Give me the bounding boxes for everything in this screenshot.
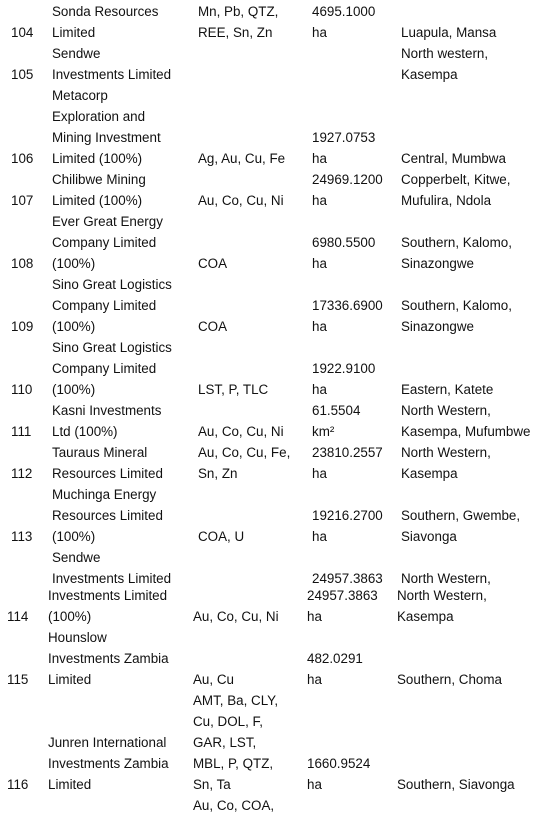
location-cell: Kasempa, Mufumbwe [401, 424, 531, 439]
location-cell: Kasempa [401, 466, 458, 481]
commodities-cell: AMT, Ba, CLY, [193, 693, 279, 708]
location-cell: North western, [401, 46, 489, 61]
commodities-cell: MBL, P, QTZ, [193, 756, 274, 771]
area-unit-cell: ha [312, 193, 327, 208]
row-number: 108 [11, 256, 34, 271]
commodities-cell: Sn, Zn [198, 466, 238, 481]
commodities-cell: Ag, Au, Cu, Fe [198, 151, 286, 166]
company-cell: Junren International [48, 735, 167, 750]
area-cell: 6980.5500 [312, 235, 376, 250]
row-number: 113 [11, 529, 33, 544]
area-unit-cell: ha [312, 256, 327, 271]
company-cell: Limited (100%) [52, 193, 143, 208]
area-cell: 19216.2700 [312, 508, 383, 523]
commodities-cell: Au, Co, Cu, Fe, [198, 445, 291, 460]
location-cell: Mufulira, Ndola [401, 193, 492, 208]
company-cell: Resources Limited [52, 466, 163, 481]
row-number: 112 [11, 466, 33, 481]
company-cell: Limited [48, 672, 92, 687]
area-cell: 1660.9524 [307, 756, 371, 771]
commodities-cell: COA [198, 256, 228, 271]
company-cell: Chilibwe Mining [52, 172, 146, 187]
company-cell: Investments Zambia [48, 756, 169, 771]
company-cell: Mining Investment [52, 130, 161, 145]
company-cell: Investments Limited [52, 67, 172, 82]
location-cell: Kasempa [397, 609, 454, 624]
row-number: 116 [7, 777, 29, 792]
area-unit-cell: ha [312, 151, 327, 166]
company-cell: Limited (100%) [52, 151, 143, 166]
company-cell: Ever Great Energy [52, 214, 163, 229]
commodities-cell: Au, Co, Cu, Ni [193, 609, 279, 624]
location-cell: Sinazongwe [401, 319, 474, 334]
company-cell: Investments Limited [48, 588, 168, 603]
company-cell: Investments Limited [52, 571, 172, 586]
row-number: 106 [11, 151, 34, 166]
company-cell: Investments Zambia [48, 651, 169, 666]
location-cell: Eastern, Katete [401, 382, 494, 397]
commodities-cell: REE, Sn, Zn [198, 25, 273, 40]
commodities-cell: Mn, Pb, QTZ, [198, 4, 279, 19]
company-cell: Sino Great Logistics [52, 277, 172, 292]
row-number: 110 [11, 382, 33, 397]
company-cell: (100%) [52, 319, 96, 334]
location-cell: Central, Mumbwa [401, 151, 506, 166]
commodities-cell: Sn, Ta [193, 777, 231, 792]
company-cell: (100%) [52, 256, 96, 271]
commodities-cell: LST, P, TLC [198, 382, 269, 397]
area-unit-cell: ha [312, 319, 327, 334]
location-cell: Southern, Siavonga [397, 777, 515, 792]
area-unit-cell: ha [312, 25, 327, 40]
location-cell: Siavonga [401, 529, 457, 544]
area-unit-cell: ha [307, 777, 322, 792]
area-unit-cell: ha [312, 529, 327, 544]
location-cell: Southern, Choma [397, 672, 502, 687]
area-cell: 24957.3863 [312, 571, 383, 586]
company-cell: Sendwe [52, 550, 101, 565]
area-cell: 482.0291 [307, 651, 363, 666]
row-number: 111 [11, 424, 32, 439]
location-cell: Sinazongwe [401, 256, 474, 271]
area-unit-cell: ha [312, 466, 327, 481]
company-cell: Company Limited [52, 361, 157, 376]
commodities-cell: COA, U [198, 529, 245, 544]
commodities-cell: Au, Co, Cu, Ni [198, 193, 284, 208]
company-cell: Sino Great Logistics [52, 340, 172, 355]
company-cell: Company Limited [52, 235, 157, 250]
row-number: 105 [11, 67, 34, 82]
company-cell: Hounslow [48, 630, 107, 645]
area-cell: 24957.3863 [307, 588, 378, 603]
row-number: 114 [7, 609, 29, 624]
area-unit-cell: ha [307, 672, 322, 687]
company-cell: Ltd (100%) [52, 424, 118, 439]
location-cell: North Western, [401, 571, 491, 586]
company-cell: Resources Limited [52, 508, 163, 523]
area-cell: 61.5504 [312, 403, 361, 418]
company-cell: Limited [52, 25, 96, 40]
area-cell: 1927.0753 [312, 130, 376, 145]
company-cell: (100%) [52, 382, 96, 397]
location-cell: Luapula, Mansa [401, 25, 497, 40]
commodities-cell: Cu, DOL, F, [193, 714, 263, 729]
area-cell: 24969.1200 [312, 172, 383, 187]
commodities-cell: Au, Co, Cu, Ni [198, 424, 284, 439]
area-unit-cell: km² [312, 424, 335, 439]
area-cell: 23810.2557 [312, 445, 383, 460]
company-cell: (100%) [48, 609, 92, 624]
area-unit-cell: ha [312, 382, 327, 397]
location-cell: Southern, Kalomo, [401, 235, 512, 250]
company-cell: Sendwe [52, 46, 101, 61]
company-cell: Kasni Investments [52, 403, 162, 418]
area-cell: 1922.9100 [312, 361, 376, 376]
company-cell: Tauraus Mineral [52, 445, 148, 460]
location-cell: Copperbelt, Kitwe, [401, 172, 511, 187]
company-cell: Metacorp [52, 88, 108, 103]
company-cell: Muchinga Energy [52, 487, 157, 502]
company-cell: Company Limited [52, 298, 157, 313]
row-number: 107 [11, 193, 34, 208]
company-cell: (100%) [52, 529, 96, 544]
area-cell: 17336.6900 [312, 298, 383, 313]
location-cell: North Western, [401, 403, 491, 418]
row-number: 115 [7, 672, 29, 687]
commodities-cell: Au, Co, COA, [193, 798, 275, 813]
commodities-cell: GAR, LST, [193, 735, 257, 750]
company-cell: Sonda Resources [52, 4, 159, 19]
commodities-cell: Au, Cu [193, 672, 234, 687]
company-cell: Exploration and [52, 109, 146, 124]
location-cell: Southern, Kalomo, [401, 298, 512, 313]
location-cell: Southern, Gwembe, [401, 508, 521, 523]
location-cell: North Western, [401, 445, 491, 460]
area-cell: 4695.1000 [312, 4, 376, 19]
area-unit-cell: ha [307, 609, 322, 624]
location-cell: Kasempa [401, 67, 458, 82]
location-cell: North Western, [397, 588, 487, 603]
commodities-cell: COA [198, 319, 228, 334]
row-number: 104 [11, 25, 34, 40]
company-cell: Limited [48, 777, 92, 792]
row-number: 109 [11, 319, 34, 334]
